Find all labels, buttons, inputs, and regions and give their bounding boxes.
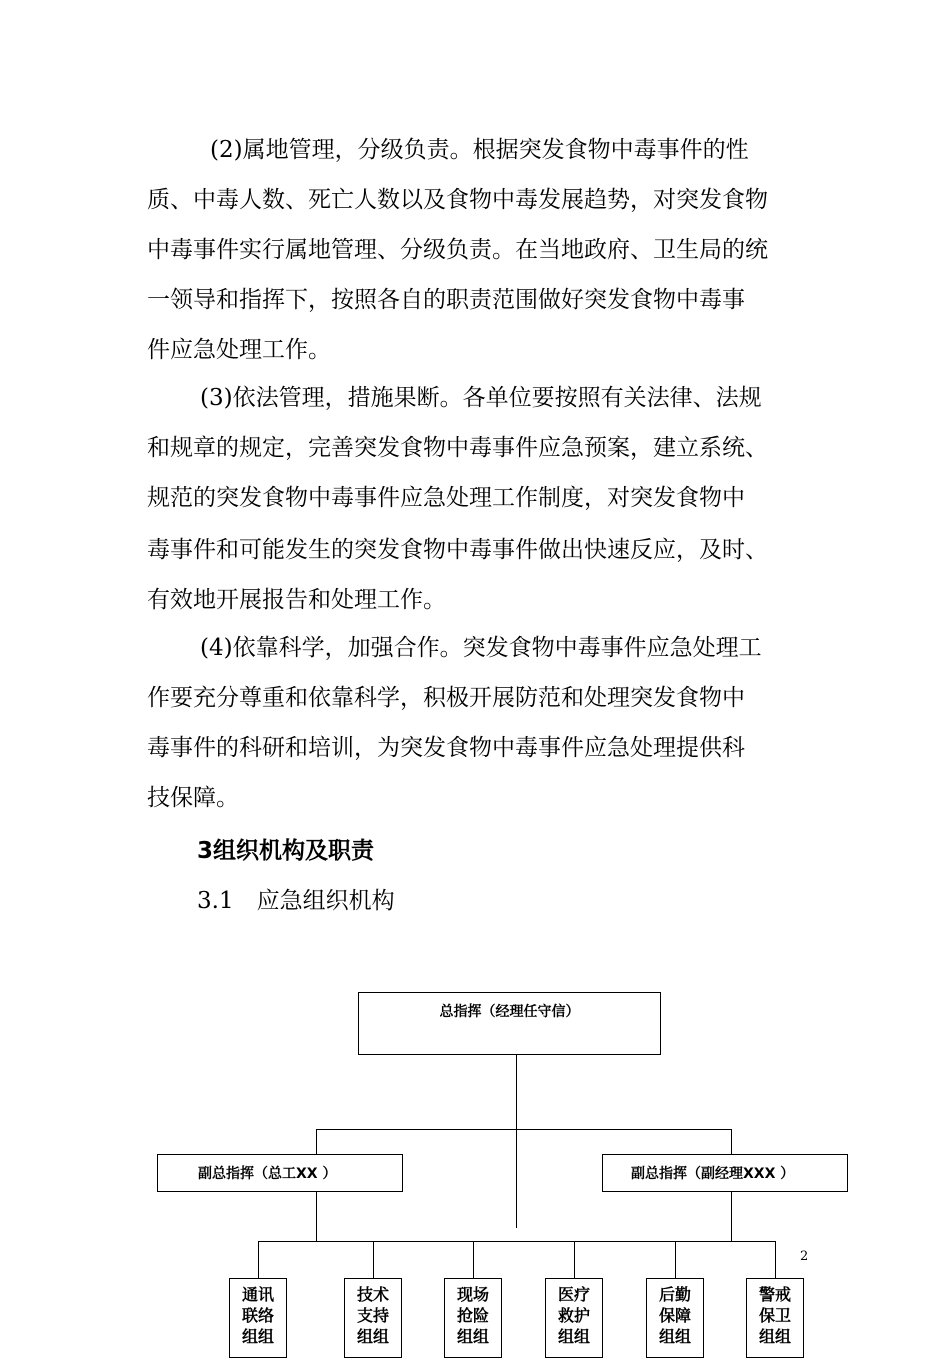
- group-line: 技术: [356, 1285, 389, 1304]
- paragraph-3-line-5: 有效地开展报告和处理工作。: [147, 587, 446, 613]
- page-number: 2: [800, 1249, 809, 1264]
- connector-group-1: [258, 1241, 259, 1278]
- group-line: 救护: [557, 1306, 590, 1325]
- paragraph-2-line-2: 质、中毒人数、死亡人数以及食物中毒发展趋势，对突发食物: [147, 187, 768, 213]
- connector-group-2: [373, 1241, 374, 1278]
- org-chart-deputy-right-box: [602, 1154, 848, 1192]
- paragraph-3-line-3: 规范的突发食物中毒事件应急处理工作制度，对突发食物中: [147, 485, 745, 511]
- connector-deputy-left: [316, 1129, 317, 1154]
- group-line: 保卫: [758, 1306, 791, 1325]
- group-line: 组组: [658, 1327, 691, 1346]
- group-line: 组组: [356, 1327, 389, 1346]
- group-line: 抢险: [456, 1306, 489, 1325]
- group-line: 后勤: [658, 1285, 691, 1304]
- connector-group-6: [775, 1241, 776, 1278]
- group-line: 支持: [356, 1306, 389, 1325]
- group-line: 现场: [456, 1285, 489, 1304]
- paragraph-3-line-2: 和规章的规定，完善突发食物中毒事件应急预案，建立系统、: [147, 435, 768, 461]
- connector-deputy-horizontal: [316, 1129, 732, 1130]
- connector-deputy-right: [731, 1129, 732, 1154]
- connector-main-vertical: [516, 1055, 517, 1228]
- group-line: 组组: [758, 1327, 791, 1346]
- group-line: 警戒: [758, 1285, 791, 1304]
- org-chart-deputy-left-box: [157, 1154, 403, 1192]
- connector-left-down: [316, 1192, 317, 1242]
- section-heading: 3组织机构及职责: [197, 838, 375, 864]
- connector-groups-horizontal: [258, 1241, 776, 1242]
- group-line: 组组: [557, 1327, 590, 1346]
- org-chart-top-label: 总指挥（经理任守信）: [439, 1004, 580, 1020]
- group-line: 联络: [241, 1306, 274, 1325]
- group-box-communication: [229, 1278, 287, 1358]
- group-line: 通讯: [241, 1285, 274, 1304]
- group-box-logistics: [646, 1278, 704, 1358]
- group-box-technical: [344, 1278, 402, 1358]
- section-subheading: 3.1 应急组织机构: [197, 888, 395, 914]
- paragraph-3-line-4: 毒事件和可能发生的突发食物中毒事件做出快速反应，及时、: [147, 537, 768, 563]
- paragraph-4-line-2: 作要充分尊重和依靠科学，积极开展防范和处理突发食物中: [147, 685, 745, 711]
- paragraph-4-line-4: 技保障。: [147, 785, 239, 811]
- group-line: 组组: [456, 1327, 489, 1346]
- connector-group-3: [473, 1241, 474, 1278]
- paragraph-2-line-5: 件应急处理工作。: [147, 337, 331, 363]
- group-box-medical: [545, 1278, 603, 1358]
- paragraph-4-line-3: 毒事件的科研和培训，为突发食物中毒事件应急处理提供科: [147, 735, 745, 761]
- group-box-rescue: [444, 1278, 502, 1358]
- org-chart-deputy-right-label: 副总指挥（副经理XXX ）: [631, 1166, 795, 1182]
- paragraph-3-line-1: (3)依法管理，措施果断。各单位要按照有关法律、法规: [200, 385, 762, 411]
- connector-group-4: [574, 1241, 575, 1278]
- org-chart-top-box: [358, 992, 661, 1055]
- paragraph-2-line-3: 中毒事件实行属地管理、分级负责。在当地政府、卫生局的统: [147, 237, 768, 263]
- paragraph-2-line-4: 一领导和指挥下，按照各自的职责范围做好突发食物中毒事: [147, 287, 745, 313]
- paragraph-2-line-1: (2)属地管理，分级负责。根据突发食物中毒事件的性: [210, 137, 749, 163]
- org-chart-deputy-left-label: 副总指挥（总工XX ）: [198, 1166, 337, 1182]
- group-line: 组组: [241, 1327, 274, 1346]
- connector-right-down: [731, 1192, 732, 1242]
- group-box-security: [746, 1278, 804, 1358]
- paragraph-4-line-1: (4)依靠科学，加强合作。突发食物中毒事件应急处理工: [200, 635, 762, 661]
- group-line: 医疗: [557, 1285, 590, 1304]
- connector-group-5: [675, 1241, 676, 1278]
- group-line: 保障: [658, 1306, 691, 1325]
